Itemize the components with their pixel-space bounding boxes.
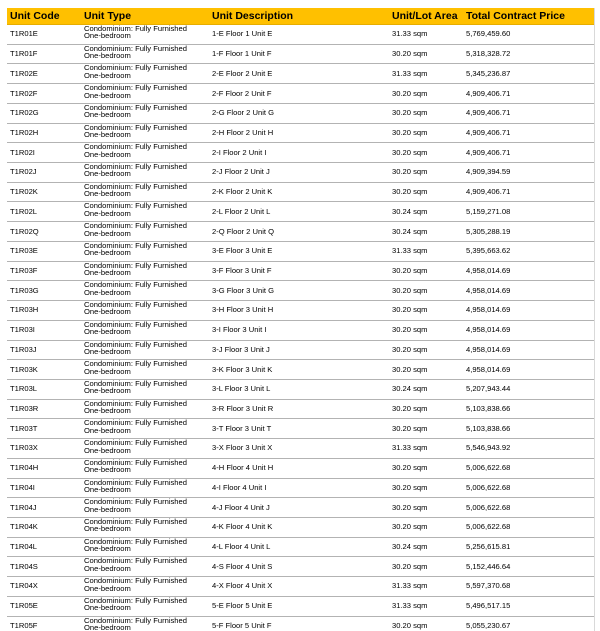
- unit-description-cell: 2-I Floor 2 Unit I: [209, 143, 389, 163]
- unit-code-cell: T1R04H: [7, 458, 81, 478]
- unit-type-line: Condominium: Fully Furnished: [84, 379, 187, 388]
- unit-type-cell: [81, 281, 209, 301]
- unit-area-cell: 30.20 sqm: [389, 281, 463, 301]
- header-unit-area: Unit/Lot Area: [389, 8, 463, 25]
- unit-type-subline: One-bedroom: [84, 130, 131, 139]
- unit-type-cell: [81, 84, 209, 104]
- header-unit-type: Unit Type: [81, 8, 209, 25]
- total-price-cell: 4,958,014.69: [463, 320, 594, 340]
- unit-type-cell: [81, 379, 209, 399]
- unit-type-cell: [81, 143, 209, 163]
- unit-type-cell: [81, 222, 209, 242]
- total-price-cell: 4,958,014.69: [463, 281, 594, 301]
- unit-type-subline: One-bedroom: [84, 583, 131, 593]
- unit-area-cell: 31.33 sqm: [389, 241, 463, 261]
- unit-type-line: Condominium: Fully Furnished: [84, 24, 187, 33]
- unit-area-cell: 30.20 sqm: [389, 182, 463, 202]
- table-row: [7, 320, 594, 340]
- unit-type-line: Condominium: Fully Furnished: [84, 103, 187, 112]
- unit-code-cell: T1R02J: [7, 163, 81, 183]
- unit-description-cell: 3-L Floor 3 Unit L: [209, 379, 389, 399]
- sheet-right-border: [594, 8, 595, 631]
- unit-type-subline: One-bedroom: [84, 208, 131, 218]
- unit-area-cell: 30.24 sqm: [389, 222, 463, 242]
- unit-description-cell: 3-F Floor 3 Unit F: [209, 261, 389, 281]
- unit-code-cell: T1R04I: [7, 478, 81, 498]
- table-row: [7, 439, 594, 459]
- unit-type-line: Condominium: Fully Furnished: [84, 221, 187, 231]
- unit-type-cell: [81, 163, 209, 183]
- table-row: [7, 301, 594, 321]
- unit-description-cell: 2-L Floor 2 Unit L: [209, 202, 389, 222]
- unit-description-cell: 3-X Floor 3 Unit X: [209, 439, 389, 459]
- table-row: [7, 340, 594, 360]
- header-unit-code: Unit Code: [7, 8, 81, 25]
- unit-type-cell: [81, 301, 209, 321]
- unit-description-cell: 4-J Floor 4 Unit J: [209, 498, 389, 518]
- unit-type-subline: One-bedroom: [84, 603, 131, 613]
- unit-type-subline: One-bedroom: [84, 268, 131, 278]
- unit-type-cell: [81, 123, 209, 143]
- unit-code-cell: T1R03X: [7, 439, 81, 459]
- total-price-cell: 5,152,446.64: [463, 557, 594, 577]
- unit-area-cell: 30.24 sqm: [389, 379, 463, 399]
- total-price-cell: 5,597,370.68: [463, 577, 594, 597]
- unit-type-line: Condominium: Fully Furnished: [84, 300, 187, 310]
- unit-type-line: Condominium: Fully Furnished: [84, 340, 187, 349]
- total-price-cell: 4,958,014.69: [463, 301, 594, 321]
- unit-type-line: Condominium: Fully Furnished: [84, 241, 187, 250]
- total-price-cell: 5,006,622.68: [463, 517, 594, 537]
- table-row: [7, 123, 594, 143]
- unit-type-subline: One-bedroom: [84, 169, 131, 179]
- unit-area-cell: 30.20 sqm: [389, 163, 463, 183]
- unit-code-cell: T1R03I: [7, 320, 81, 340]
- unit-area-cell: 30.20 sqm: [389, 478, 463, 498]
- unit-code-cell: T1R03G: [7, 281, 81, 301]
- unit-area-cell: 30.20 sqm: [389, 123, 463, 143]
- table-row: [7, 25, 594, 45]
- unit-description-cell: 4-I Floor 4 Unit I: [209, 478, 389, 498]
- unit-description-cell: 3-E Floor 3 Unit E: [209, 241, 389, 261]
- header-unit-description: Unit Description: [209, 8, 389, 25]
- table-row: [7, 498, 594, 518]
- unit-type-line: Condominium: Fully Furnished: [84, 537, 187, 546]
- table-row: [7, 261, 594, 281]
- unit-description-cell: 2-J Floor 2 Unit J: [209, 163, 389, 183]
- unit-type-line: Condominium: Fully Furnished: [84, 261, 187, 270]
- unit-type-subline: One-bedroom: [84, 307, 131, 317]
- unit-type-line: Condominium: Fully Furnished: [84, 201, 187, 211]
- unit-type-cell: [81, 577, 209, 597]
- unit-code-cell: T1R03J: [7, 340, 81, 360]
- unit-code-cell: T1R04J: [7, 498, 81, 518]
- unit-code-cell: T1R01E: [7, 25, 81, 45]
- unit-type-subline: One-bedroom: [84, 90, 131, 100]
- unit-area-cell: 31.33 sqm: [389, 25, 463, 45]
- total-price-cell: 4,958,014.69: [463, 360, 594, 380]
- unit-code-cell: T1R03F: [7, 261, 81, 281]
- unit-code-cell: T1R03E: [7, 241, 81, 261]
- unit-type-cell: [81, 360, 209, 380]
- unit-area-cell: 30.20 sqm: [389, 320, 463, 340]
- unit-description-cell: 5-E Floor 5 Unit E: [209, 596, 389, 616]
- unit-type-line: Condominium: Fully Furnished: [84, 182, 187, 191]
- total-price-cell: 4,909,406.71: [463, 103, 594, 123]
- unit-description-cell: 3-H Floor 3 Unit H: [209, 301, 389, 321]
- unit-type-subline: One-bedroom: [84, 386, 131, 396]
- table-row: [7, 557, 594, 577]
- unit-type-cell: [81, 44, 209, 64]
- unit-type-subline: One-bedroom: [84, 149, 131, 159]
- unit-type-subline: One-bedroom: [84, 110, 131, 120]
- unit-code-cell: T1R02F: [7, 84, 81, 104]
- unit-type-cell: [81, 478, 209, 498]
- unit-area-cell: 31.33 sqm: [389, 64, 463, 84]
- unit-type-line: Condominium: Fully Furnished: [84, 616, 187, 625]
- table-row: [7, 596, 594, 616]
- unit-code-cell: T1R03T: [7, 419, 81, 439]
- unit-type-line: Condominium: Fully Furnished: [84, 44, 187, 53]
- unit-description-cell: 5-F Floor 5 Unit F: [209, 616, 389, 631]
- table-row: [7, 379, 594, 399]
- unit-type-line: Condominium: Fully Furnished: [84, 63, 187, 73]
- unit-area-cell: 30.20 sqm: [389, 261, 463, 281]
- unit-description-cell: 3-R Floor 3 Unit R: [209, 399, 389, 419]
- unit-code-cell: T1R04S: [7, 557, 81, 577]
- total-price-cell: 5,345,236.87: [463, 64, 594, 84]
- unit-type-subline: One-bedroom: [84, 563, 131, 573]
- table-row: [7, 419, 594, 439]
- unit-code-cell: T1R03R: [7, 399, 81, 419]
- unit-type-subline: One-bedroom: [84, 544, 131, 554]
- table-row: [7, 84, 594, 104]
- unit-type-line: Condominium: Fully Furnished: [84, 142, 187, 152]
- unit-code-cell: T1R02E: [7, 64, 81, 84]
- unit-area-cell: 30.20 sqm: [389, 399, 463, 419]
- unit-code-cell: T1R02K: [7, 182, 81, 202]
- unit-type-subline: One-bedroom: [84, 287, 131, 297]
- unit-area-cell: 30.20 sqm: [389, 616, 463, 631]
- table-row: [7, 577, 594, 597]
- unit-type-subline: One-bedroom: [84, 406, 131, 416]
- unit-area-cell: 30.20 sqm: [389, 419, 463, 439]
- table-row: [7, 241, 594, 261]
- unit-type-line: Condominium: Fully Furnished: [84, 458, 187, 467]
- table-row: [7, 399, 594, 419]
- table-row: [7, 182, 594, 202]
- unit-description-cell: 4-X Floor 4 Unit X: [209, 577, 389, 597]
- total-price-cell: 5,159,271.08: [463, 202, 594, 222]
- unit-type-subline: One-bedroom: [84, 366, 131, 376]
- total-price-cell: 5,256,615.81: [463, 537, 594, 557]
- total-price-cell: 5,318,328.72: [463, 44, 594, 64]
- unit-type-cell: [81, 320, 209, 340]
- unit-type-cell: [81, 25, 209, 45]
- unit-type-subline: One-bedroom: [84, 622, 131, 631]
- unit-type-cell: [81, 616, 209, 631]
- total-price-cell: 5,305,288.19: [463, 222, 594, 242]
- unit-type-cell: [81, 419, 209, 439]
- table-row: [7, 222, 594, 242]
- unit-area-cell: 31.33 sqm: [389, 439, 463, 459]
- total-price-cell: 5,006,622.68: [463, 498, 594, 518]
- unit-code-cell: T1R04K: [7, 517, 81, 537]
- unit-description-cell: 3-T Floor 3 Unit T: [209, 419, 389, 439]
- unit-price-table: [7, 8, 594, 631]
- unit-area-cell: 30.20 sqm: [389, 143, 463, 163]
- unit-area-cell: 30.20 sqm: [389, 84, 463, 104]
- unit-type-line: Condominium: Fully Furnished: [84, 517, 187, 526]
- unit-type-cell: [81, 537, 209, 557]
- unit-type-subline: One-bedroom: [84, 524, 131, 534]
- unit-type-subline: One-bedroom: [84, 31, 131, 41]
- unit-type-line: Condominium: Fully Furnished: [84, 497, 187, 507]
- unit-type-cell: [81, 64, 209, 84]
- table-row: [7, 537, 594, 557]
- unit-type-line: Condominium: Fully Furnished: [84, 399, 187, 408]
- header-total-price: Total Contract Price: [463, 8, 594, 25]
- unit-description-cell: 2-H Floor 2 Unit H: [209, 123, 389, 143]
- unit-type-subline: One-bedroom: [84, 465, 131, 475]
- table-row: [7, 64, 594, 84]
- total-price-cell: 5,769,459.60: [463, 25, 594, 45]
- unit-area-cell: 30.20 sqm: [389, 44, 463, 64]
- total-price-cell: 5,006,622.68: [463, 478, 594, 498]
- table-row: [7, 517, 594, 537]
- unit-area-cell: 30.20 sqm: [389, 360, 463, 380]
- header-row: [7, 8, 594, 25]
- unit-code-cell: T1R05E: [7, 596, 81, 616]
- total-price-cell: 5,395,663.62: [463, 241, 594, 261]
- unit-type-line: Condominium: Fully Furnished: [84, 478, 187, 487]
- total-price-cell: 5,103,838.66: [463, 419, 594, 439]
- unit-type-subline: One-bedroom: [84, 425, 131, 435]
- unit-type-subline: One-bedroom: [84, 327, 131, 337]
- unit-area-cell: 30.20 sqm: [389, 458, 463, 478]
- unit-type-cell: [81, 182, 209, 202]
- unit-description-cell: 4-S Floor 4 Unit S: [209, 557, 389, 577]
- unit-description-cell: 4-L Floor 4 Unit L: [209, 537, 389, 557]
- table-row: [7, 202, 594, 222]
- unit-area-cell: 31.33 sqm: [389, 577, 463, 597]
- unit-area-cell: 30.24 sqm: [389, 202, 463, 222]
- unit-type-cell: [81, 498, 209, 518]
- total-price-cell: 4,909,406.71: [463, 143, 594, 163]
- table-row: [7, 616, 594, 631]
- unit-type-cell: [81, 241, 209, 261]
- unit-type-line: Condominium: Fully Furnished: [84, 438, 187, 448]
- table-row: [7, 478, 594, 498]
- unit-description-cell: 2-K Floor 2 Unit K: [209, 182, 389, 202]
- total-price-cell: 4,909,406.71: [463, 182, 594, 202]
- unit-description-cell: 2-Q Floor 2 Unit Q: [209, 222, 389, 242]
- unit-type-subline: One-bedroom: [84, 504, 131, 514]
- unit-description-cell: 4-K Floor 4 Unit K: [209, 517, 389, 537]
- total-price-cell: 5,055,230.67: [463, 616, 594, 631]
- unit-area-cell: 30.20 sqm: [389, 340, 463, 360]
- total-price-cell: 5,496,517.15: [463, 596, 594, 616]
- unit-price-sheet: [7, 8, 594, 631]
- unit-area-cell: 30.20 sqm: [389, 498, 463, 518]
- unit-type-line: Condominium: Fully Furnished: [84, 556, 187, 566]
- unit-type-line: Condominium: Fully Furnished: [84, 320, 187, 329]
- unit-code-cell: T1R02L: [7, 202, 81, 222]
- unit-area-cell: 30.20 sqm: [389, 517, 463, 537]
- unit-description-cell: 2-F Floor 2 Unit F: [209, 84, 389, 104]
- total-price-cell: 5,207,943.44: [463, 379, 594, 399]
- table-row: [7, 163, 594, 183]
- unit-type-line: Condominium: Fully Furnished: [84, 418, 187, 428]
- table-row: [7, 103, 594, 123]
- total-price-cell: 4,909,406.71: [463, 84, 594, 104]
- table-row: [7, 143, 594, 163]
- unit-description-cell: 3-J Floor 3 Unit J: [209, 340, 389, 360]
- unit-type-subline: One-bedroom: [84, 51, 131, 61]
- unit-code-cell: T1R03L: [7, 379, 81, 399]
- unit-type-subline: One-bedroom: [84, 70, 131, 80]
- total-price-cell: 5,546,943.92: [463, 439, 594, 459]
- unit-type-subline: One-bedroom: [84, 445, 131, 455]
- unit-area-cell: 30.20 sqm: [389, 557, 463, 577]
- unit-type-line: Condominium: Fully Furnished: [84, 162, 187, 172]
- unit-area-cell: 31.33 sqm: [389, 596, 463, 616]
- unit-code-cell: T1R02H: [7, 123, 81, 143]
- total-price-cell: 4,958,014.69: [463, 261, 594, 281]
- unit-description-cell: 1-F Floor 1 Unit F: [209, 44, 389, 64]
- unit-type-cell: [81, 439, 209, 459]
- unit-code-cell: T1R04L: [7, 537, 81, 557]
- unit-type-cell: [81, 340, 209, 360]
- unit-type-cell: [81, 557, 209, 577]
- table-row: [7, 458, 594, 478]
- unit-description-cell: 2-E Floor 2 Unit E: [209, 64, 389, 84]
- unit-description-cell: 3-K Floor 3 Unit K: [209, 360, 389, 380]
- total-price-cell: 5,103,838.66: [463, 399, 594, 419]
- unit-type-line: Condominium: Fully Furnished: [84, 359, 187, 369]
- table-row: [7, 281, 594, 301]
- unit-type-subline: One-bedroom: [84, 346, 131, 356]
- unit-description-cell: 4-H Floor 4 Unit H: [209, 458, 389, 478]
- unit-type-cell: [81, 202, 209, 222]
- table-row: [7, 360, 594, 380]
- unit-code-cell: T1R02I: [7, 143, 81, 163]
- unit-type-cell: [81, 458, 209, 478]
- unit-type-subline: One-bedroom: [84, 228, 131, 238]
- unit-type-cell: [81, 261, 209, 281]
- unit-type-cell: [81, 103, 209, 123]
- unit-description-cell: 2-G Floor 2 Unit G: [209, 103, 389, 123]
- unit-type-subline: One-bedroom: [84, 248, 131, 258]
- unit-code-cell: T1R01F: [7, 44, 81, 64]
- unit-description-cell: 1-E Floor 1 Unit E: [209, 25, 389, 45]
- unit-type-line: Condominium: Fully Furnished: [84, 576, 187, 586]
- unit-area-cell: 30.20 sqm: [389, 103, 463, 123]
- unit-code-cell: T1R02Q: [7, 222, 81, 242]
- unit-type-cell: [81, 399, 209, 419]
- total-price-cell: 4,909,394.59: [463, 163, 594, 183]
- total-price-cell: 4,909,406.71: [463, 123, 594, 143]
- unit-type-line: Condominium: Fully Furnished: [84, 280, 187, 290]
- unit-type-subline: One-bedroom: [84, 189, 131, 199]
- unit-type-cell: [81, 517, 209, 537]
- table-row: [7, 44, 594, 64]
- unit-description-cell: 3-I Floor 3 Unit I: [209, 320, 389, 340]
- unit-area-cell: 30.20 sqm: [389, 301, 463, 321]
- total-price-cell: 4,958,014.69: [463, 340, 594, 360]
- unit-code-cell: T1R03H: [7, 301, 81, 321]
- unit-type-subline: One-bedroom: [84, 484, 131, 494]
- unit-type-cell: [81, 596, 209, 616]
- unit-type-line: Condominium: Fully Furnished: [84, 596, 187, 605]
- total-price-cell: 5,006,622.68: [463, 458, 594, 478]
- unit-code-cell: T1R04X: [7, 577, 81, 597]
- unit-area-cell: 30.24 sqm: [389, 537, 463, 557]
- unit-type-line: Condominium: Fully Furnished: [84, 83, 187, 93]
- unit-type-line: Condominium: Fully Furnished: [84, 123, 187, 132]
- unit-code-cell: T1R03K: [7, 360, 81, 380]
- unit-code-cell: T1R02G: [7, 103, 81, 123]
- unit-code-cell: T1R05F: [7, 616, 81, 631]
- unit-description-cell: 3-G Floor 3 Unit G: [209, 281, 389, 301]
